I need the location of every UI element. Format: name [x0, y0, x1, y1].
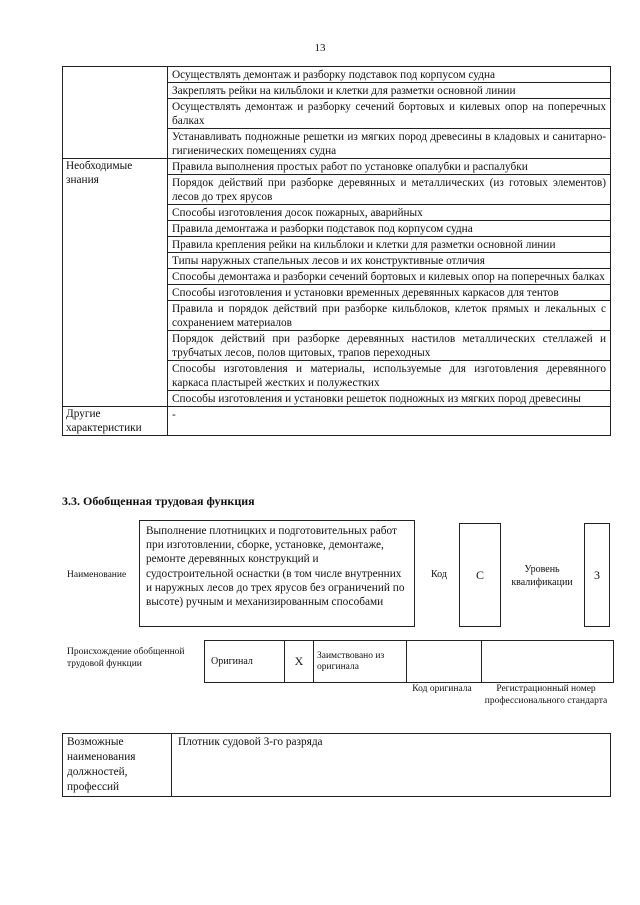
code-value: C: [459, 523, 501, 627]
skills-knowledge-table: [62, 66, 611, 436]
table-row: Порядок действий при разборке деревянных и металлических (из готовых элементов) лесов до трех ярусов: [168, 175, 611, 205]
registration-number-caption: Регистрационный номер профессионального стандарта: [484, 684, 608, 706]
table-row: Способы изготовления и материалы, используемые для изготовления деревянного каркаса пластырей жестких и полужестких: [168, 361, 611, 391]
original-mark: X: [285, 641, 314, 683]
qualification-level-label: Уровень квалификации: [511, 564, 573, 588]
function-name-label: Наименование: [67, 570, 127, 580]
other-characteristics-label: Другие характеристики: [63, 407, 168, 436]
table-row: Типы наружных стапельных лесов и их конструктивные отличия: [168, 253, 611, 269]
table-row: Устанавливать подножные решетки из мягких пород древесины в кладовых и санитарно-гигиенических помещениях судна: [168, 129, 611, 159]
other-characteristics-value: -: [168, 407, 611, 436]
registration-number-cell: [482, 641, 614, 683]
origin-label: Происхождение обобщенной трудовой функции: [67, 647, 185, 669]
origin-table: [204, 640, 614, 683]
original-code-caption: Код оригинала: [412, 684, 472, 694]
table-row: Способы изготовления и установки решеток подножных из мягких пород древесины: [168, 391, 611, 407]
page-number: 13: [314, 42, 326, 54]
positions-label: Возможные наименования должностей, профессий: [63, 734, 172, 797]
table-row: Осуществлять демонтаж и разборку сечений бортовых и килевых опор на поперечных балках: [168, 99, 611, 129]
table-row: Правила демонтажа и разборки подставок под корпусом судна: [168, 221, 611, 237]
positions-value: Плотник судовой 3-го разряда: [172, 734, 611, 797]
original-code-cell: [407, 641, 482, 683]
section-title: 3.3. Обобщенная трудовая функция: [62, 494, 255, 508]
table-row: Осуществлять демонтаж и разборку подставок под корпусом судна: [168, 67, 611, 83]
qualification-level-value: 3: [584, 523, 610, 627]
table-row: Правила крепления рейки на кильблоки и клетки для разметки основной линии: [168, 237, 611, 253]
table-row: Порядок действий при разборке деревянных настилов металлических стеллажей и трубчатых лесов, полов щитовых, трапов переходных: [168, 331, 611, 361]
code-label: Код: [431, 569, 447, 580]
table-label-cell-empty: [63, 67, 168, 159]
original-label: Оригинал: [205, 641, 285, 683]
table-row: Способы изготовления и установки временных деревянных каркасов для тентов: [168, 285, 611, 301]
borrowed-label: Заимствовано из оригинала: [314, 641, 407, 683]
table-row: Закреплять рейки на кильблоки и клетки для разметки основной линии: [168, 83, 611, 99]
table-row: Способы демонтажа и разборки сечений бортовых и килевых опор на поперечных балках: [168, 269, 611, 285]
positions-table: [62, 733, 611, 797]
function-name-value: Выполнение плотницких и подготовительных работ при изготовлении, сборке, установке, демонтаже, ремонте деревянных конструкций и судостроительной оснастки (в том числе внутренних и наружных лесов до трех ярусов без ограничений по высоте) ручным и механизированным способами: [139, 520, 415, 627]
table-row: Правила и порядок действий при разборке кильблоков, клеток прямых и лекальных с сохранением материалов: [168, 301, 611, 331]
table-row: Правила выполнения простых работ по установке опалубки и распалубки: [168, 159, 611, 175]
knowledge-label: Необходимые знания: [63, 159, 168, 407]
table-row: Способы изготовления досок пожарных, аварийных: [168, 205, 611, 221]
